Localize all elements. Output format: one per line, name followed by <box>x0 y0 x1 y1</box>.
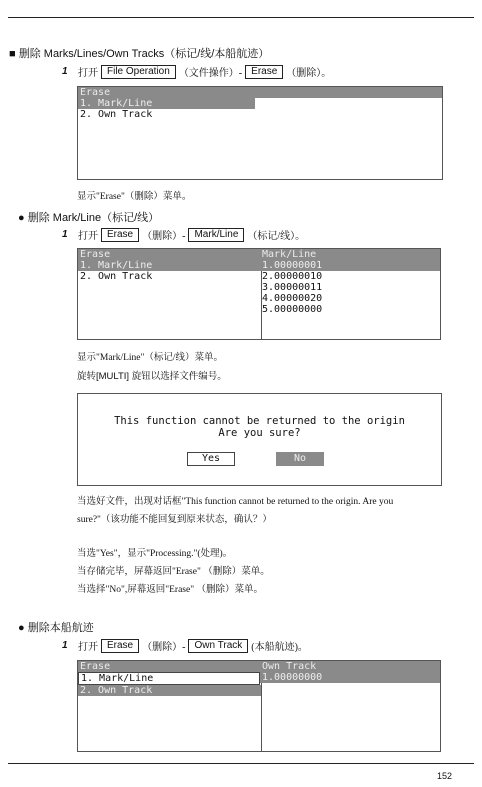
erase-menu-title: Erase <box>78 87 442 98</box>
mark-line-menu <box>77 248 441 340</box>
erase-menu-panel <box>77 248 262 340</box>
note-erase-menu: 显示"Erase"（删除）菜单。 <box>77 192 192 202</box>
note-dialog-appears-1: 当选好文件，出现对话框"This function cannot be returned to the origin. Are you <box>77 497 394 507</box>
note-select-yes: 当选"Yes"，显示"Processing."(处理)。 <box>77 549 233 559</box>
file-item[interactable]: 5.00000000 <box>262 304 323 315</box>
step-text-post: (本船航迹)。 <box>251 642 308 653</box>
step-open-erase-mark-line <box>62 227 305 242</box>
step-number: 1 <box>62 229 68 240</box>
menu-item-mark-line[interactable]: 1. Mark/Line <box>78 260 261 271</box>
bullet-icon: ● <box>18 212 25 224</box>
key-own-track[interactable]: Own Track <box>188 639 248 653</box>
step-text-mid: （删除）- <box>142 231 186 242</box>
square-bullet-icon: ■ <box>9 48 16 60</box>
step-text-post: （标记/线）。 <box>247 231 306 242</box>
note-select-no: 当选择"No",屏幕返回"Erase" （删除）菜单。 <box>77 585 263 595</box>
step-text-pre: 打开 <box>78 231 98 242</box>
menu-item-mark-line[interactable]: 1. Mark/Line <box>78 672 260 685</box>
mark-line-panel-title: Mark/Line <box>260 249 440 260</box>
file-item[interactable]: 4.00000020 <box>262 293 323 304</box>
no-button[interactable]: No <box>276 452 324 466</box>
bullet-icon: ● <box>18 622 25 634</box>
menu-item-own-track[interactable]: 2. Own Track <box>78 685 261 696</box>
menu-item-mark-line[interactable]: 1. Mark/Line <box>78 98 255 109</box>
own-track-panel-title: Own Track <box>260 661 440 672</box>
menu-item-own-track[interactable]: 2. Own Track <box>80 109 153 120</box>
file-item[interactable]: 2.00000010 <box>262 271 323 282</box>
key-erase[interactable]: Erase <box>245 65 283 79</box>
erase-menu-title: Erase <box>78 661 261 672</box>
file-item[interactable]: 1.00000000 <box>260 672 440 683</box>
bottom-rule <box>8 763 474 764</box>
erase-menu <box>77 86 443 180</box>
step-open-erase-own-track <box>62 638 308 653</box>
key-mark-line[interactable]: Mark/Line <box>188 228 244 242</box>
key-erase[interactable]: Erase <box>101 228 139 242</box>
step-open-file-operation <box>62 64 331 79</box>
subsection-heading-mark-line <box>18 209 159 225</box>
key-file-operation[interactable]: File Operation <box>101 65 176 79</box>
top-rule <box>8 17 474 18</box>
note-mark-line-menu: 显示"Mark/Line"（标记/线）菜单。 <box>77 353 224 363</box>
step-text-pre: 打开 <box>78 68 98 79</box>
subsection-title: 删除 Mark/Line（标记/线） <box>27 212 160 224</box>
subsection-title: 删除本船航迹 <box>27 622 94 634</box>
confirm-dialog <box>77 393 442 486</box>
section-title: 删除 Marks/Lines/Own Tracks（标记/线/本船航迹） <box>18 48 270 60</box>
step-text-mid: （文件操作）- <box>178 68 243 79</box>
step-number: 1 <box>62 66 68 77</box>
subsection-heading-own-track <box>18 619 94 635</box>
step-text-mid: （删除）- <box>142 642 186 653</box>
file-item[interactable]: 1.00000001 <box>260 260 440 271</box>
dialog-message-line1: This function cannot be returned to the origin <box>114 415 405 427</box>
own-track-file-panel <box>260 660 441 752</box>
page-number: 152 <box>436 771 452 781</box>
erase-menu-title: Erase <box>78 249 261 260</box>
section-heading <box>9 45 269 61</box>
step-text-pre: 打开 <box>78 642 98 653</box>
note-save-complete: 当存储完毕，屏幕返回"Erase" （删除）菜单。 <box>77 567 270 577</box>
file-item[interactable]: 3.00000011 <box>262 282 323 293</box>
note-dialog-appears-2: sure?"（该功能不能回复到原来状态，确认？） <box>77 515 272 525</box>
key-erase[interactable]: Erase <box>101 639 139 653</box>
mark-line-file-panel <box>260 248 441 340</box>
step-text-post: （删除）。 <box>286 68 332 79</box>
yes-button[interactable]: Yes <box>187 452 235 466</box>
dialog-message-line2: Are you sure? <box>218 427 301 439</box>
menu-item-own-track[interactable]: 2. Own Track <box>80 271 153 282</box>
own-track-menu <box>77 660 441 752</box>
note-rotate-multi: 旋转[MULTI] 旋钮以选择文件编号。 <box>77 371 227 382</box>
step-number: 1 <box>62 640 68 651</box>
erase-menu-panel <box>77 660 262 752</box>
